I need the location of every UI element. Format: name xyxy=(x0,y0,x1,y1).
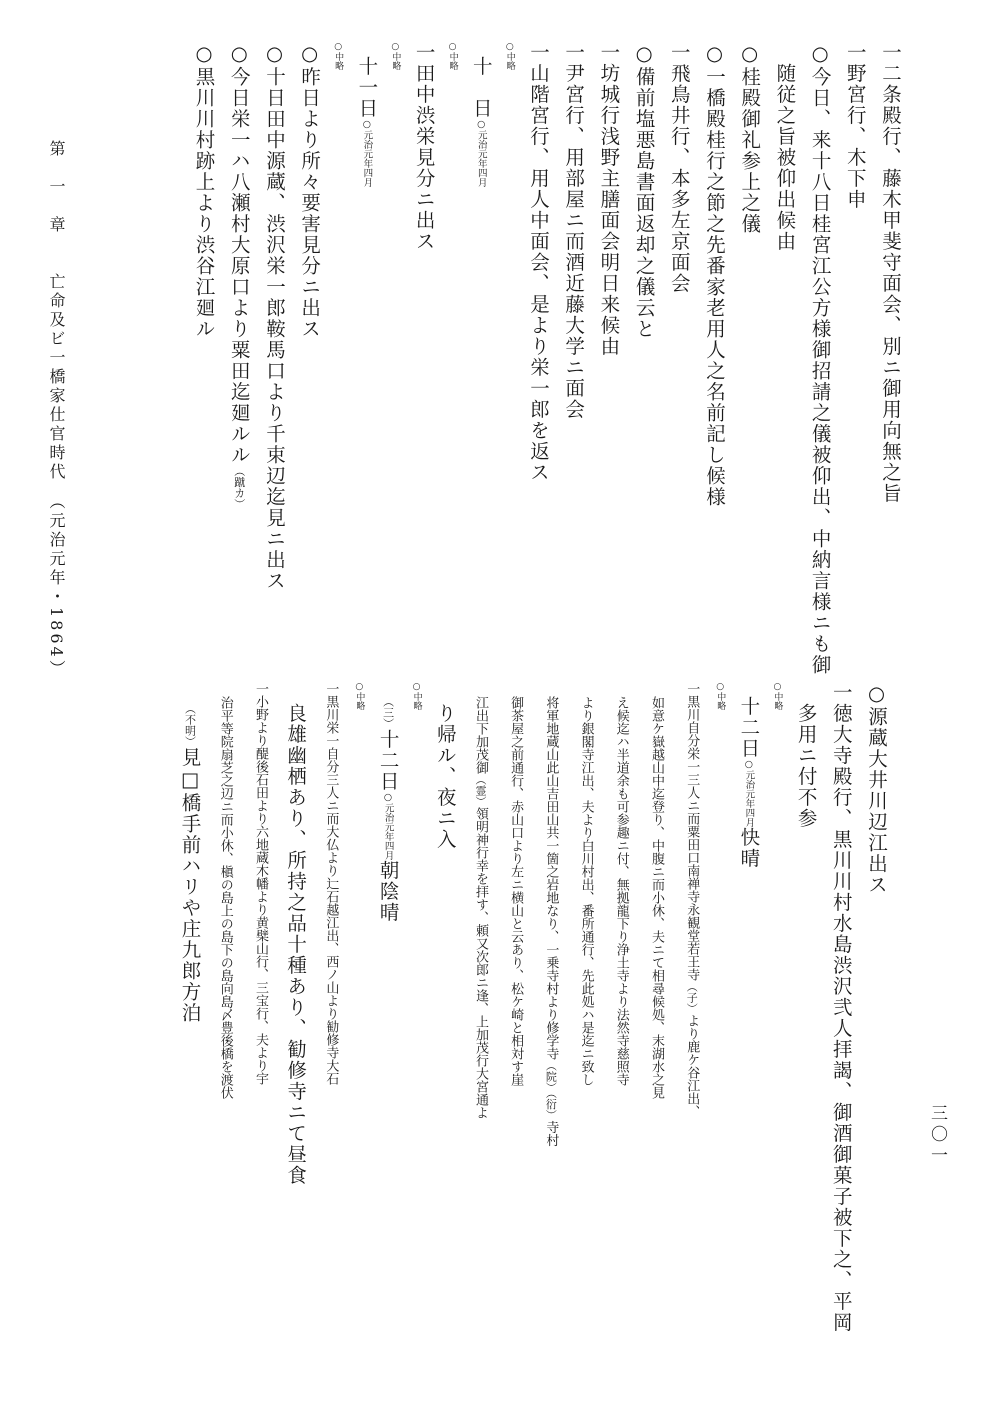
text-line: 多用ニ付不参 xyxy=(794,703,818,830)
omission-note: ○中略 xyxy=(715,682,726,710)
text-line: 一坊城行浅野主膳面会明日来候由 xyxy=(597,42,621,357)
text-line: ○源蔵大井川辺江出ス xyxy=(865,682,888,896)
date-label: 十一日 xyxy=(355,55,379,119)
weather-label: 朝陰晴 xyxy=(376,859,400,923)
text-line: 一二条殿行、藤木甲斐守面会、別ニ御用向無之旨 xyxy=(879,42,902,504)
editorial-note: （院）（衍） xyxy=(544,1060,558,1121)
text-segment: 将軍地蔵山此山吉田山共一箇之岩地なり、一乗寺村より修学寺 xyxy=(543,696,559,1061)
date-heading xyxy=(731,696,766,1332)
text-line: 一尹宮行、用部屋ニ而酒近藤大学ニ面会 xyxy=(562,42,586,420)
text-segment: 江出下加茂御 xyxy=(472,696,488,775)
omission-note: ○中略 xyxy=(504,42,515,70)
text-segment: 寺村 xyxy=(543,1120,559,1147)
text-line: 随従之旨被仰出候由 xyxy=(773,63,797,253)
running-header xyxy=(40,140,72,679)
omission-note: ○中略 xyxy=(772,682,783,710)
date-heading xyxy=(464,56,499,642)
text-line: ○十日田中源蔵、渋沢栄一郎鞍馬口より千束辺迄見ニ出ス xyxy=(262,42,286,592)
text-line: ○黒川川村跡上より渋谷江廻ル xyxy=(192,42,216,340)
text-line: ○昨日より所々要害見分ニ出ス xyxy=(298,42,322,340)
omission-note: ○中略 xyxy=(447,42,458,70)
text-line: 一飛鳥井行、本多左京面会 xyxy=(667,42,691,294)
text-line xyxy=(172,703,207,1332)
text-segment: 領明神行幸を拝す、頼又次郎ニ逢、上加茂行大宮通よ xyxy=(472,807,488,1120)
text-line: 一小野より醍後石田より六地蔵木幡より黄檗山行、三宝行、夫より宇 xyxy=(252,682,268,1085)
text-segment: 見□橋手前ハリや庄九郎方泊 xyxy=(178,747,202,1024)
omission-note: ○中略 xyxy=(354,682,365,710)
date-label: 十二日 xyxy=(737,695,761,759)
text-line: 一田中渋栄見分ニ出ス xyxy=(412,42,436,252)
bottom-text-block xyxy=(172,682,894,1332)
text-line: え候迄ハ半道余も可参趣ニ付、無拠龍下り浄土寺より法然寺慈照寺 xyxy=(613,696,629,1087)
editorial-note: （霊） xyxy=(473,774,487,808)
date-label: 十 日 xyxy=(469,55,493,119)
chapter-title: 亡命及ビ一橋家仕官時代 xyxy=(47,273,66,482)
omission-note: ○中略 xyxy=(390,42,401,70)
text-line: 良雄幽栖あり、所持之品十種あり、勧修寺ニて昼食 xyxy=(284,703,308,1187)
era-range: （元治元年・1864） xyxy=(47,501,66,679)
editorial-note: （蹴カ） xyxy=(232,465,246,510)
text-line xyxy=(222,42,257,642)
era-note: ○元治元年四月 xyxy=(361,118,373,187)
text-line: ○今日、来十八日桂宮江公方様御招請之儀被仰出、中納言様ニも御 xyxy=(808,42,832,676)
text-line: ○桂殿御礼参上之儀 xyxy=(738,42,762,235)
text-line xyxy=(674,682,709,1332)
top-text-block xyxy=(186,42,908,676)
text-line: 一黒川栄一自分三人ニ而大仏より辷石越江出、西ノ山より勧修寺大石 xyxy=(323,682,339,1085)
era-note: ○元治元年四月 xyxy=(475,118,487,187)
date-label: 十二日 xyxy=(376,728,400,792)
text-segment: より鹿ケ谷江出、 xyxy=(684,1014,700,1118)
text-line: より銀閣寺江出、夫より白川村出、番所通行、先此処ハ是迄ニ致し xyxy=(578,696,594,1087)
text-line: り帰ル、夜ニ入 xyxy=(433,703,457,851)
text-segment: ○今日栄一ハ八瀬村大原口より粟田迄廻ルル xyxy=(227,42,251,466)
date-heading xyxy=(349,56,384,642)
text-line: 治平等院扇芝之辺ニ而小休、槇の島上の島下の島向島〆豊後橋を渡伏 xyxy=(217,696,233,1100)
editorial-note: （子） xyxy=(685,981,699,1014)
text-line: 御茶屋之前通行、赤山口より左ニ横山と云あり、松ケ崎と相対す崖 xyxy=(508,696,524,1087)
editorial-note: （三） xyxy=(381,695,395,729)
era-note: ○元治元年四月 xyxy=(743,758,755,827)
text-line: ○備前塩悪島書面返却之儀云と xyxy=(632,42,656,340)
text-line: 一徳大寺殿行、黒川川村水島渋沢弐人拝謁、御酒御菓子被下之、平岡 xyxy=(829,682,853,1333)
date-heading xyxy=(370,696,405,1332)
text-line: 一野宮行、木下申 xyxy=(843,42,867,210)
text-line: 一山階宮行、用人中面会、是より栄一郎を返ス xyxy=(526,42,550,483)
text-line: ○一橋殿桂行之節之先番家老用人之名前記し候様 xyxy=(702,42,726,508)
chapter-number: 第 一 章 xyxy=(47,140,66,235)
text-line: 如意ケ嶽越山中迄登り、中腹ニ而小休、夫ニて相尋候処、末湖水之見 xyxy=(648,696,664,1100)
omission-note: ○中略 xyxy=(333,42,344,70)
text-line xyxy=(533,696,568,1332)
omission-note: ○中略 xyxy=(411,682,422,710)
text-line xyxy=(463,696,498,1332)
era-note: ○元治元年四月 xyxy=(382,791,394,860)
text-segment: 一黒川自分栄一三人ニ而粟田口南禅寺永観堂若王寺 xyxy=(684,682,700,981)
page-number: 三〇一 xyxy=(927,1104,947,1167)
weather-label: 快晴 xyxy=(737,826,761,869)
editorial-note: （不明） xyxy=(183,703,197,748)
